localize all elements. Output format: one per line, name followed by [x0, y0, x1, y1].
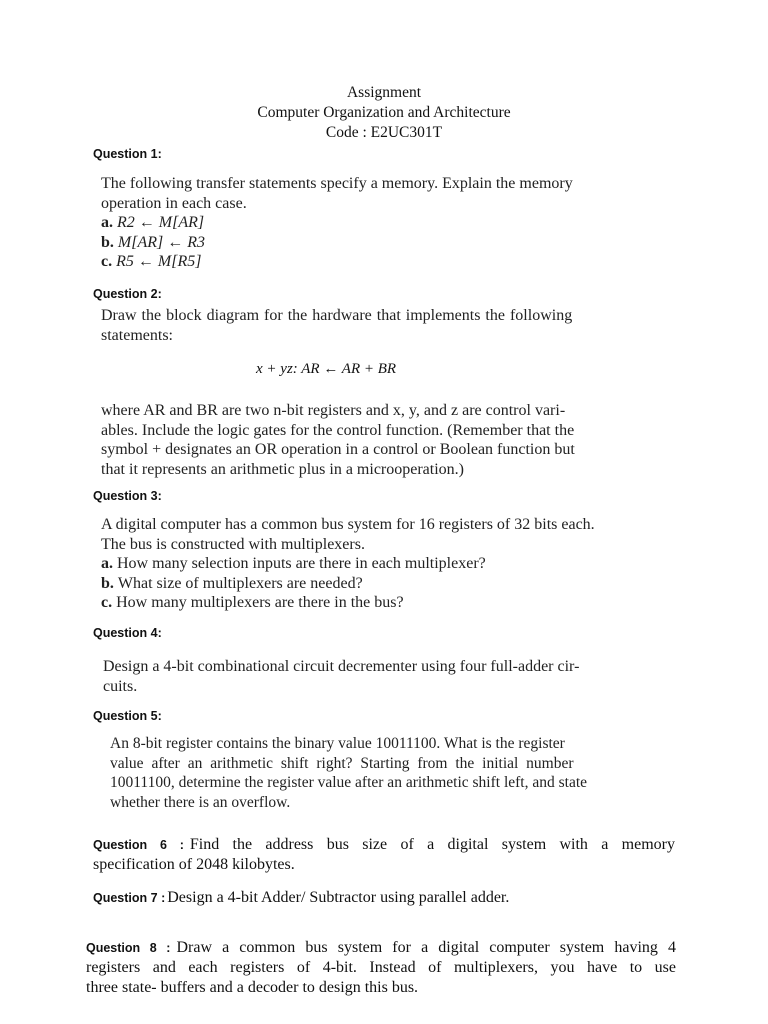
question-1-option-c: c. R5 ← M[R5] — [101, 253, 202, 270]
question-8-line: Question 8 : Draw a common bus system for a digital computer system having 4 — [86, 939, 677, 956]
question-7 — [93, 888, 675, 908]
question-3-line: A digital computer has a common bus system for 16 registers of 32 bits each. — [101, 516, 595, 533]
question-2-line: statements: — [101, 326, 173, 344]
question-3-line: The bus is constructed with multiplexers. — [101, 535, 365, 553]
question-1-option-a: a. R2 ← M[AR] — [101, 214, 205, 231]
question-1-option-b: b. M[AR] ← R3 — [101, 233, 206, 251]
question-5-text — [110, 734, 670, 812]
question-2-paragraph — [101, 401, 676, 479]
question-2-intro — [101, 306, 673, 345]
question-3-text — [101, 515, 671, 613]
question-7-line: Question 7 : Design a 4-bit Adder/ Subtractor using parallel adder. — [93, 889, 510, 906]
question-2-equation: x + yz: AR ← AR + BR — [256, 361, 397, 377]
question-5-label: Question 5: — [93, 709, 162, 723]
question-5-line: An 8-bit register contains the binary value 10011100. What is the register — [110, 735, 565, 752]
question-5-line: value after an arithmetic shift right? Starting from the initial number — [110, 754, 574, 772]
question-8-line: three state- buffers and a decoder to design this bus. — [86, 979, 419, 996]
question-1-line: The following transfer statements specify a memory. Explain the memory — [101, 175, 573, 192]
question-4-text — [103, 657, 668, 696]
question-4-line: cuits. — [103, 677, 138, 695]
question-2-para-line: ables. Include the logic gates for the control function. (Remember that the — [101, 421, 575, 439]
question-2-label: Question 2: — [93, 287, 162, 301]
question-4-label: Question 4: — [93, 626, 162, 640]
question-1-label: Question 1: — [93, 147, 162, 161]
question-8-line: registers and each registers of 4-bit. Instead of multiplexers, you have to use — [86, 959, 676, 976]
doc-title: Assignment — [346, 84, 422, 101]
question-1-line: operation in each case. — [101, 194, 247, 212]
question-2-para-line: where AR and BR are two n-bit registers and x, y, and z are control vari- — [101, 402, 566, 419]
question-8 — [86, 938, 676, 998]
question-2-para-line: symbol + designates an OR operation in a control or Boolean function but — [101, 441, 575, 458]
question-1-text — [101, 174, 671, 272]
question-2-line: Draw the block diagram for the hardware that implements the following — [101, 307, 573, 324]
question-3-option-c: c. How many multiplexers are there in the bus? — [101, 594, 404, 611]
question-8-label: Question 8 : — [86, 941, 171, 955]
course-name: Computer Organization and Architecture — [257, 104, 511, 121]
question-6 — [93, 835, 675, 875]
question-6-line: Question 6 : Find the address bus size of a digital system with a memory — [93, 836, 675, 853]
question-6-line: specification of 2048 kilobytes. — [93, 856, 295, 873]
course-code: Code : E2UC301T — [325, 124, 443, 141]
question-4-line: Design a 4-bit combinational circuit decrementer using four full-adder cir- — [103, 658, 580, 675]
question-5-line: 10011100, determine the register value after an arithmetic shift left, and state — [110, 774, 588, 791]
question-7-label: Question 7 : — [93, 891, 166, 905]
question-3-label: Question 3: — [93, 489, 162, 503]
question-5-line: whether there is an overflow. — [110, 793, 291, 811]
question-3-option-b: b. What size of multiplexers are needed? — [101, 574, 363, 592]
question-6-label: Question 6 : — [93, 838, 184, 852]
question-2-para-line: that it represents an arithmetic plus in a microoperation.) — [101, 460, 464, 478]
question-3-option-a: a. How many selection inputs are there in each multiplexer? — [101, 555, 486, 572]
